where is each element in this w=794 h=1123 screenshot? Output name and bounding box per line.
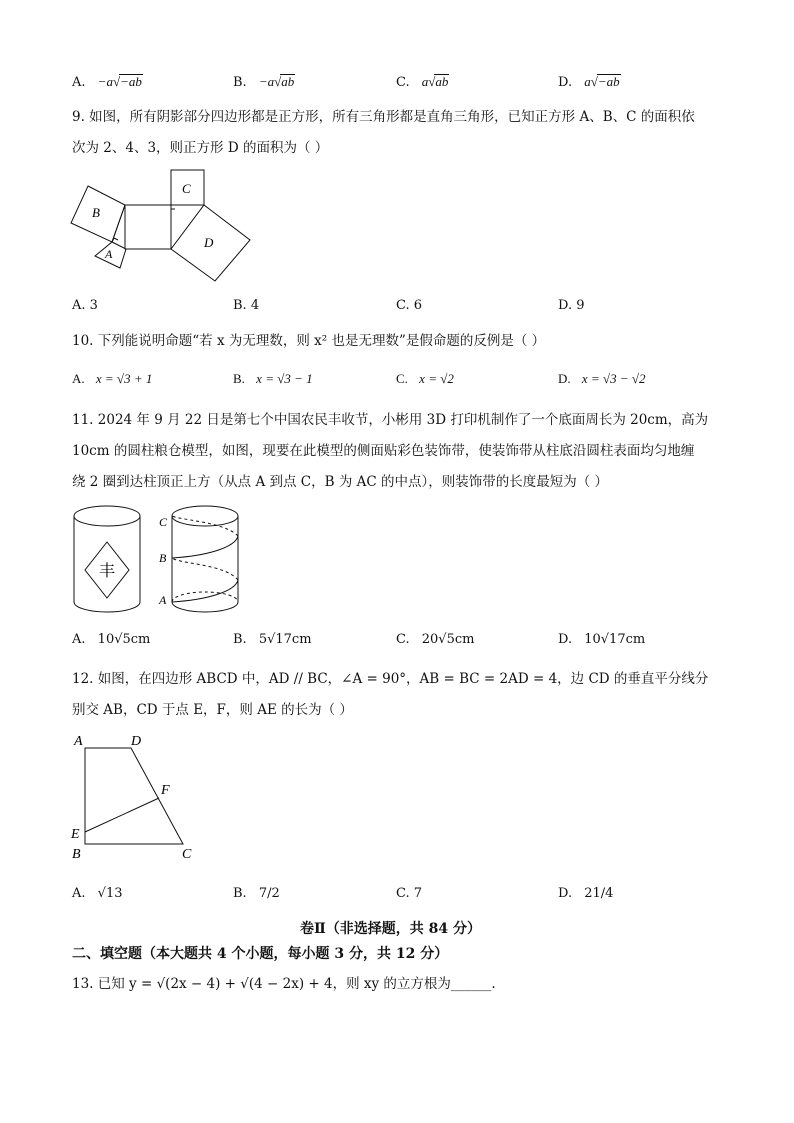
q9-option-d-letter: D. xyxy=(558,298,573,313)
q11-figure-left-cylinder xyxy=(70,502,144,616)
q11-option-d-letter: D. xyxy=(558,632,573,647)
q12-option-a xyxy=(72,886,123,901)
q9-option-a-letter: A. xyxy=(72,298,86,313)
q12-option-a-text: √13 xyxy=(97,886,123,901)
label-b: B xyxy=(72,847,81,862)
label-a: A xyxy=(74,734,83,749)
label-f: F xyxy=(161,783,170,798)
q10-option-d-letter: D. xyxy=(558,371,571,386)
q8-option-b-letter: B. xyxy=(233,75,247,90)
q11-stem-line1: 11. 2024 年 9 月 22 日是第七个中国农民丰收节，小彬用 3D 打印机制作了一个底面周长为 20cm，高为 xyxy=(72,412,709,428)
q10-option-c xyxy=(396,371,454,387)
q12-option-b-letter: B. xyxy=(233,886,247,901)
q12-option-d-text: 21/4 xyxy=(584,886,614,901)
q9-option-c-letter: C. xyxy=(396,298,410,313)
q11-option-c xyxy=(396,632,474,647)
label-a: A xyxy=(105,247,113,261)
segment-ef xyxy=(85,798,159,832)
q11-figure-right-cylinder xyxy=(155,502,245,616)
q10-option-d-text: x = √3 − √2 xyxy=(581,371,646,386)
q12-figure xyxy=(68,730,203,862)
q11-option-b xyxy=(233,632,312,647)
q9-stem-line2: 次为 2、4、3，则正方形 D 的面积为（ ） xyxy=(72,140,329,156)
q11-option-a-text: 10√5cm xyxy=(97,632,151,647)
q10-option-a-text: x = √3 + 1 xyxy=(95,371,153,386)
q12-option-d xyxy=(558,886,613,901)
q12-option-b xyxy=(233,886,280,901)
q11-option-c-letter: C. xyxy=(396,632,410,647)
q11-option-a xyxy=(72,632,150,647)
q9-option-b-letter: B. xyxy=(233,298,247,313)
q12-option-c-text: 7 xyxy=(413,886,423,901)
q9-option-d-text: 9 xyxy=(576,298,585,313)
q9-option-b-text: 4 xyxy=(250,298,260,313)
q12-option-c-letter: C. xyxy=(396,886,410,901)
q10-option-a-letter: A. xyxy=(72,371,85,386)
label-d: D xyxy=(204,235,214,250)
label-b: B xyxy=(159,551,167,565)
q10-option-c-letter: C. xyxy=(396,371,408,386)
q9-option-a-text: 3 xyxy=(89,298,98,313)
q8-option-a-letter: A. xyxy=(72,75,86,90)
q9-figure xyxy=(68,165,258,285)
label-c: C xyxy=(182,181,191,196)
q10-option-b-letter: B. xyxy=(233,371,245,386)
q8-option-d: D. a√−ab xyxy=(558,74,620,90)
q10-option-b xyxy=(233,371,313,387)
q8-option-c: C. a√ab xyxy=(396,74,449,90)
q8-option-c-letter: C. xyxy=(396,75,410,90)
q10-option-b-text: x = √3 − 1 xyxy=(256,371,313,386)
q10-option-d xyxy=(558,371,645,387)
q11-option-b-letter: B. xyxy=(233,632,247,647)
q12-option-a-letter: A. xyxy=(72,886,86,901)
q11-stem-line3: 绕 2 圈到达柱顶正上方（从点 A 到点 C，B 为 AC 的中点），则装饰带的长度最短为（ ） xyxy=(72,474,609,490)
volume-2-title: 卷Ⅱ（非选择题，共 84 分） xyxy=(300,921,482,937)
q8-option-a: A. −a√−ab xyxy=(72,74,142,90)
q10-stem-line1: 10. 下列能说明命题“若 x 为无理数，则 x² 也是无理数”是假命题的反例是（ ） xyxy=(72,333,546,349)
label-a: A xyxy=(159,593,167,607)
fill-in-section-title: 二、填空题（本大题共 4 个小题，每小题 3 分，共 12 分） xyxy=(72,946,449,962)
harvest-symbol: 丰 xyxy=(99,561,116,580)
q12-option-c xyxy=(396,886,422,901)
q11-option-d-text: 10√17cm xyxy=(584,632,646,647)
q10-option-a xyxy=(72,371,152,387)
q12-stem-line1: 12. 如图，在四边形 ABCD 中，AD // BC，∠A = 90°，AB = BC = 2AD = 4，边 CD 的垂直平分线分 xyxy=(72,671,709,687)
q12-option-b-text: 7/2 xyxy=(258,886,280,901)
q9-option-c xyxy=(396,298,422,313)
q8-option-d-letter: D. xyxy=(558,75,573,90)
q9-option-d xyxy=(558,298,585,313)
q11-stem-line2: 10cm 的圆柱粮仓模型，如图，现要在此模型的侧面贴彩色装饰带，使装饰带从柱底沿圆柱表面均匀地缠 xyxy=(72,443,695,459)
label-c: C xyxy=(182,847,192,862)
q10-option-c-text: x = √2 xyxy=(419,371,454,386)
q11-option-d xyxy=(558,632,645,647)
q11-option-b-text: 5√17cm xyxy=(258,632,312,647)
q12-option-d-letter: D. xyxy=(558,886,573,901)
q9-option-c-text: 6 xyxy=(413,298,423,313)
label-b: B xyxy=(92,205,100,220)
q9-option-a xyxy=(72,298,98,313)
q11-option-a-letter: A. xyxy=(72,632,86,647)
q9-option-b xyxy=(233,298,259,313)
middle-square xyxy=(125,205,171,249)
q9-stem-line1: 9. 如图，所有阴影部分四边形都是正方形，所有三角形都是直角三角形，已知正方形 A、B、C 的面积依 xyxy=(72,109,695,125)
q12-stem-line2: 别交 AB，CD 于点 E，F，则 AE 的长为（ ） xyxy=(72,702,353,718)
label-c: C xyxy=(159,515,168,529)
q11-option-c-text: 20√5cm xyxy=(421,632,475,647)
label-e: E xyxy=(71,827,80,842)
label-d: D xyxy=(131,734,142,749)
q8-option-b: B. −a√ab xyxy=(233,74,295,90)
q13-stem: 13. 已知 y = √(2x − 4) + √(4 − 2x) + 4，则 xy 的立方根为______. xyxy=(72,976,496,992)
